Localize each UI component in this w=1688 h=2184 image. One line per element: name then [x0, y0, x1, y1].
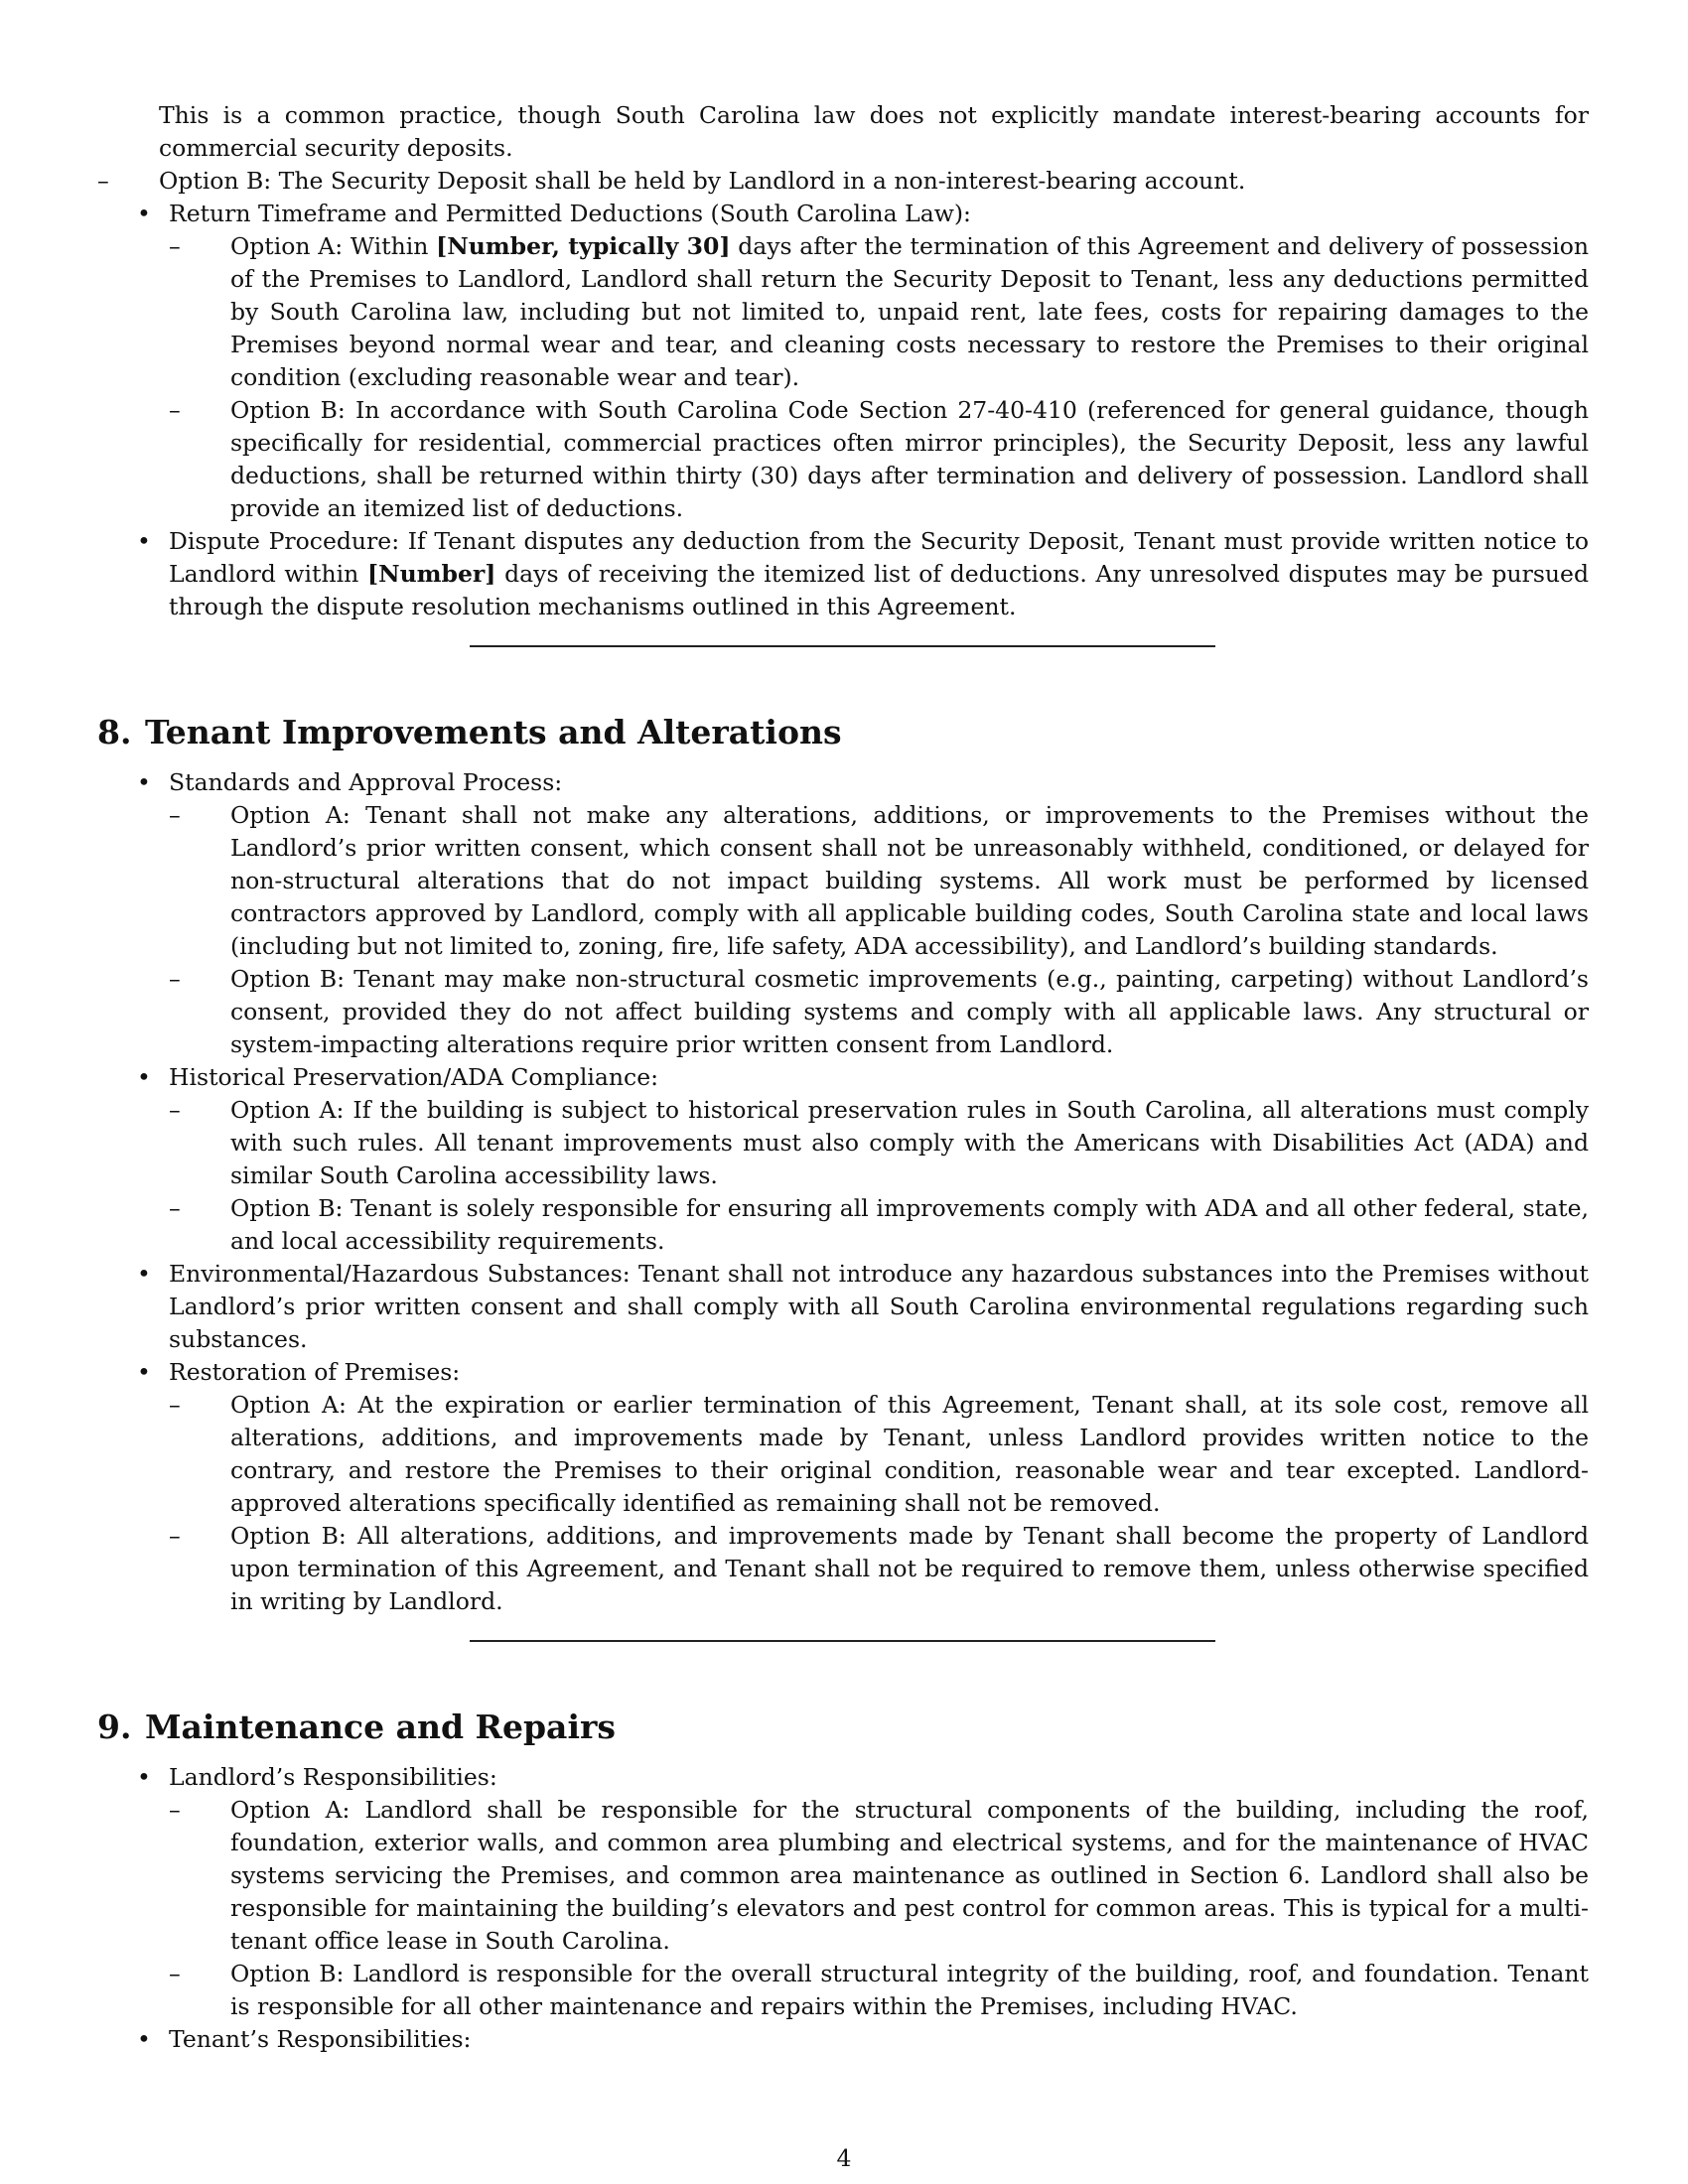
- restoration-item: • Restoration of Premises: – Option A: At the expiration or earlier termination of this Agreement, Tenant shall, at its sole cost, remove all alterations, additions, and improvements made by Tenant, unless Landlord provides written notice to the contrary, and restore the Premises to their original condition, reasonable wear and tear excepted. Landlord-approved alterations specifically identified as remaining shall not be removed. – Option B: All alterations, additions, and improvements made by Tenant shall become the property of Landlord upon termination of this Agreement, and Tenant shall not be required to remove them, unless otherwise specified in writing by Landlord.: [97, 1356, 1589, 1618]
- bullet-marker: •: [137, 1063, 151, 1091]
- page-number: 4: [836, 2144, 852, 2172]
- section7-continued-list: [97, 99, 1589, 623]
- historical-option-b: – Option B: Tenant is solely responsible for ensuring all improvements comply with ADA and all other federal, state, and local accessibility requirements.: [169, 1194, 1589, 1255]
- dash-marker: –: [169, 232, 181, 260]
- deposit-option-b: – Option B: The Security Deposit shall be held by Landlord in a non-interest-bearing account.: [97, 165, 1589, 198]
- historical-option-a: – Option A: If the building is subject to historical preservation rules in South Carolina, all alterations must comply with such rules. All tenant improvements must also comply with the Americans with Disabilities Act (ADA) and similar South Carolina accessibility laws.: [169, 1096, 1589, 1189]
- section-divider: [470, 645, 1215, 647]
- dash-marker: –: [169, 1796, 181, 1824]
- dash-marker: –: [169, 1194, 181, 1222]
- return-timeframe-item: [97, 198, 1589, 525]
- return-timeframe-label: Return Timeframe and Permitted Deductions (South Carolina Law):: [169, 200, 971, 227]
- dash-marker: –: [169, 1391, 181, 1419]
- bullet-marker: •: [137, 1358, 151, 1386]
- section-8-heading: 8. Tenant Improvements and Alterations: [97, 713, 842, 751]
- dash-marker: –: [169, 396, 181, 424]
- dash-marker: –: [97, 167, 109, 195]
- section9-list: [97, 1761, 1589, 2056]
- standards-option-b: – Option B: Tenant may make non-structural cosmetic improvements (e.g., painting, carpeting) without Landlord’s consent, provided they do not affect building systems and comply with all applicable laws. Any structural or system-impacting alterations require prior written consent from Landlord.: [169, 965, 1589, 1058]
- bullet-marker: •: [137, 2025, 151, 2053]
- return-option-b: – Option B: In accordance with South Carolina Code Section 27-40-410 (referenced for general guidance, though specifically for residential, commercial practices often mirror principles), the Security Deposit, less any lawful deductions, shall be returned within thirty (30) days after termination and delivery of possession. Landlord shall provide an itemized list of deductions.: [169, 396, 1589, 522]
- bullet-marker: •: [137, 768, 151, 796]
- dash-marker: –: [169, 1522, 181, 1550]
- section8-list: [97, 766, 1589, 1618]
- restoration-option-b: – Option B: All alterations, additions, and improvements made by Tenant shall become the property of Landlord upon termination of this Agreement, and Tenant shall not be required to remove them, unless otherwise specified in writing by Landlord.: [169, 1522, 1589, 1615]
- standards-item: • Standards and Approval Process: – Option A: Tenant shall not make any alterations, additions, or improvements to the Premises without the Landlord’s prior written consent, which consent shall not be unreasonably withheld, conditioned, or delayed for non-structural alterations that do not impact building systems. All work must be performed by licensed contractors approved by Landlord, comply with all applicable building codes, South Carolina state and local laws (including but not limited to, zoning, fire, life safety, ADA accessibility), and Landlord’s building standards. – Option B: Tenant may make non-structural cosmetic improvements (e.g., painting, carpeting) without Landlord’s consent, provided they do not affect building systems and comply with all applicable laws. Any structural or system-impacting alterations require prior written consent from Landlord.: [97, 766, 1589, 1061]
- bullet-marker: •: [137, 1260, 151, 1288]
- page-content: [97, 99, 1589, 2056]
- deposit-interest-continuation: [97, 99, 1589, 165]
- return-option-a: – Option A: Within [Number, typically 30] days after the termination of this Agreement and delivery of possession of the Premises to Landlord, Landlord shall return the Security Deposit to Tenant, less any deductions permitted by South Carolina law, including but not limited to, unpaid rent, late fees, costs for repairing damages to the Premises beyond normal wear and tear, and cleaning costs necessary to restore the Premises to their original condition (excluding reasonable wear and tear).: [169, 232, 1590, 391]
- landlord-option-a: – Option A: Landlord shall be responsible for the structural components of the building, including the roof, foundation, exterior walls, and common area plumbing and electrical systems, and for the maintenance of HVAC systems servicing the Premises, and common area maintenance as outlined in Section 6. Landlord shall also be responsible for maintaining the building’s elevators and pest control for common areas. This is typical for a multi-tenant office lease in South Carolina.: [169, 1796, 1589, 1955]
- standards-option-a: – Option A: Tenant shall not make any alterations, additions, or improvements to the Premises without the Landlord’s prior written consent, which consent shall not be unreasonably withheld, conditioned, or delayed for non-structural alterations that do not impact building systems. All work must be performed by licensed contractors approved by Landlord, comply with all applicable building codes, South Carolina state and local laws (including but not limited to, zoning, fire, life safety, ADA accessibility), and Landlord’s building standards.: [169, 801, 1589, 960]
- section-divider: [470, 1640, 1215, 1642]
- landlord-option-b: – Option B: Landlord is responsible for the overall structural integrity of the building, roof, and foundation. Tenant is responsible for all other maintenance and repairs within the Premises, including HVAC.: [169, 1960, 1589, 2020]
- landlord-responsibilities-item: • Landlord’s Responsibilities: – Option A: Landlord shall be responsible for the structural components of the building, including the roof, foundation, exterior walls, and common area plumbing and electrical systems, and for the maintenance of HVAC systems servicing the Premises, and common area maintenance as outlined in Section 6. Landlord shall also be responsible for maintaining the building’s elevators and pest control for common areas. This is typical for a multi-tenant office lease in South Carolina. – Option B: Landlord is responsible for the overall structural integrity of the building, roof, and foundation. Tenant is responsible for all other maintenance and repairs within the Premises, including HVAC.: [97, 1761, 1589, 2023]
- environmental-item: • Environmental/Hazardous Substances: Tenant shall not introduce any hazardous substances into the Premises without Landlord’s prior written consent and shall comply with all South Carolina environmental regulations regarding such substances.: [137, 1260, 1589, 1353]
- bullet-marker: •: [137, 527, 151, 555]
- bullet-marker: •: [137, 200, 151, 227]
- dash-marker: –: [169, 1096, 181, 1124]
- placeholder-number: [Number, typically 30]: [436, 232, 731, 260]
- tenant-responsibilities-item: • Tenant’s Responsibilities:: [97, 2023, 1589, 2056]
- dispute-procedure-item: • Dispute Procedure: If Tenant disputes any deduction from the Security Deposit, Tenant must provide written notice to Landlord within [Number] days of receiving the itemized list of deductions. Any unresolved disputes may be pursued through the dispute resolution mechanisms outlined in this Agreement.: [137, 527, 1589, 620]
- restoration-option-a: – Option A: At the expiration or earlier termination of this Agreement, Tenant shall, at its sole cost, remove all alterations, additions, and improvements made by Tenant, unless Landlord provides written notice to the contrary, and restore the Premises to their original condition, reasonable wear and tear excepted. Landlord-approved alterations specifically identified as remaining shall not be removed.: [169, 1391, 1589, 1517]
- placeholder-number: [Number]: [366, 560, 496, 588]
- dash-marker: –: [169, 965, 181, 993]
- dash-marker: –: [169, 801, 181, 829]
- dash-marker: –: [169, 1960, 181, 1987]
- bullet-marker: •: [137, 1763, 151, 1791]
- section-9-heading: 9. Maintenance and Repairs: [97, 1707, 616, 1746]
- historical-item: • Historical Preservation/ADA Compliance: – Option A: If the building is subject to historical preservation rules in South Carolina, all alterations must comply with such rules. All tenant improvements must also comply with the Americans with Disabilities Act (ADA) and similar South Carolina accessibility laws. – Option B: Tenant is solely responsible for ensuring all improvements comply with ADA and all other federal, state, and local accessibility requirements.: [97, 1061, 1589, 1258]
- continuation-text: This is a common practice, though South Carolina law does not explicitly mandate interest-bearing accounts for commercial security deposits.: [159, 101, 1589, 162]
